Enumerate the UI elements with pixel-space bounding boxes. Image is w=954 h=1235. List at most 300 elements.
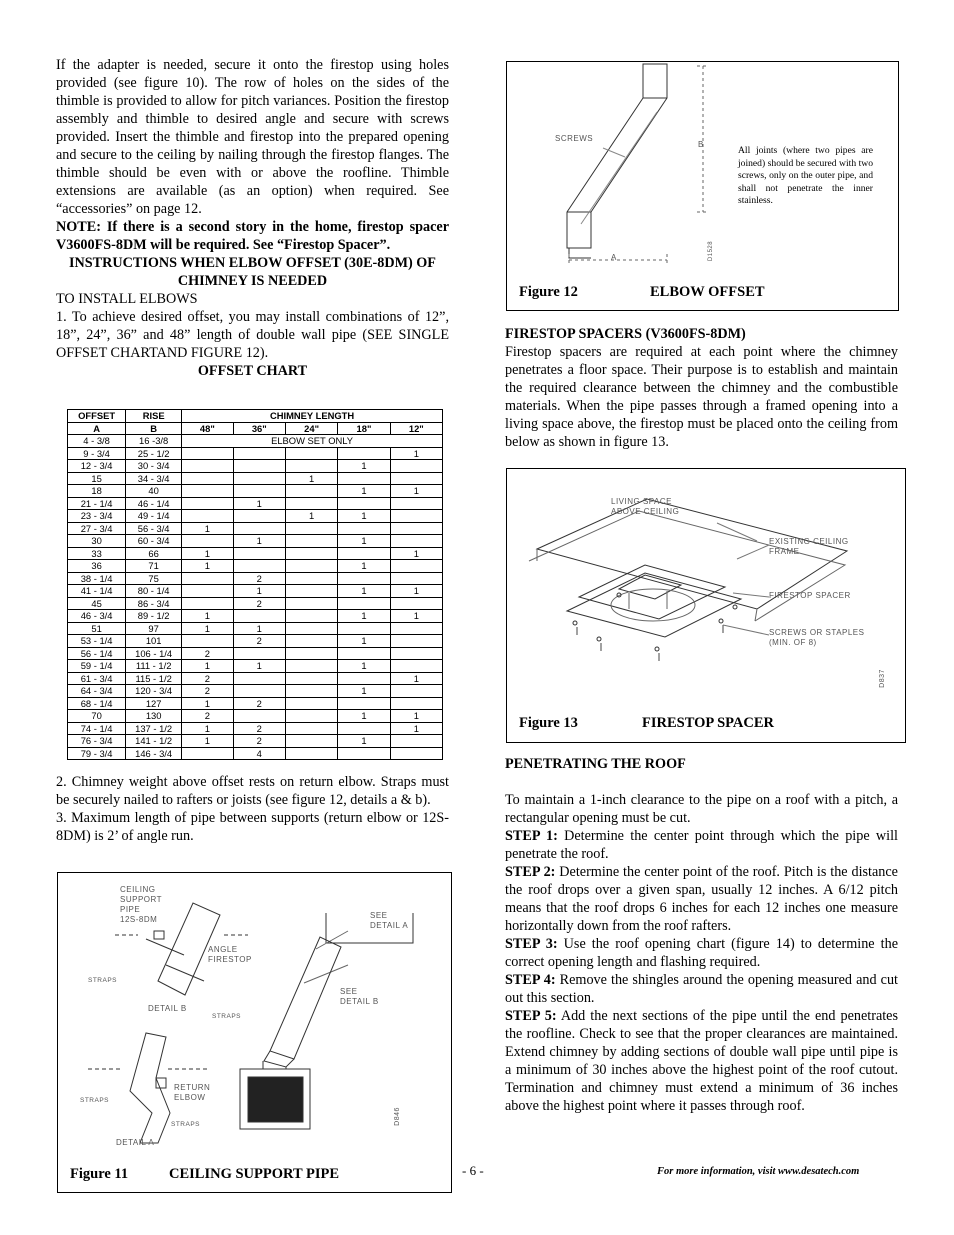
- chart-cell-count: 1: [390, 585, 442, 598]
- label-firestop: FIRESTOP: [208, 955, 252, 964]
- see-detail-a-label: [370, 911, 408, 931]
- chart-row: [68, 547, 443, 560]
- chart-row: [68, 722, 443, 735]
- chart-cell-offset: 79 - 3/4: [68, 747, 126, 760]
- step-2-text: Determine the center point of the roof. Pitch is the distance the roof drops over a given span, usually 12 inches. A 6/12 pitch means that the roof drops 6 inches for each 12 inches one measure horizontally down from the roof rafters.: [505, 864, 898, 934]
- chart-cell-count: [338, 522, 390, 535]
- chart-row: [68, 660, 443, 673]
- chart-row: [68, 572, 443, 585]
- chart-cell-count: 1: [233, 535, 285, 548]
- figure-12-number: Figure 12: [519, 284, 578, 300]
- roof-step-4: [505, 971, 898, 1007]
- chart-cell-count: [233, 447, 285, 460]
- chart-cell-count: [338, 747, 390, 760]
- chart-row: [68, 610, 443, 623]
- firestop-spacers-heading: FIRESTOP SPACERS (V3600FS-8DM): [505, 326, 746, 342]
- chart-cell-offset: 30: [68, 535, 126, 548]
- chart-cell-count: [285, 585, 337, 598]
- chart-cell-count: [338, 572, 390, 585]
- label-part-number: 12S-8DM: [120, 915, 158, 924]
- label-detail-a-ref: DETAIL A: [370, 921, 409, 930]
- chart-cell-rise: 30 - 3/4: [126, 460, 182, 473]
- label-screws-or-staples: SCREWS OR STAPLES: [769, 628, 865, 637]
- install-elbows-subhead: TO INSTALL ELBOWS: [56, 291, 198, 307]
- chart-cell-count: [338, 547, 390, 560]
- chart-cell-count: 2: [182, 685, 233, 698]
- return-elbow-label: [174, 1083, 210, 1103]
- chart-cell-count: 1: [182, 722, 233, 735]
- chart-cell-count: 2: [233, 572, 285, 585]
- label-angle: ANGLE: [208, 945, 238, 954]
- chart-cell-count: 1: [338, 685, 390, 698]
- chart-cell-count: [182, 497, 233, 510]
- chart-cell-rise: 115 - 1/2: [126, 672, 182, 685]
- offset-chart-table: [67, 409, 443, 760]
- label-dimension-b: B: [698, 140, 704, 149]
- roof-step-2: [505, 863, 898, 935]
- chart-cell-count: [233, 522, 285, 535]
- figure-12-box: [506, 61, 899, 311]
- chart-cell-count: [390, 597, 442, 610]
- chart-cell-offset: 41 - 1/4: [68, 585, 126, 598]
- chart-cell-count: 4: [233, 747, 285, 760]
- label-screws: SCREWS: [555, 134, 594, 143]
- label-detail-b: DETAIL B: [148, 1004, 187, 1013]
- chart-cell-count: [233, 685, 285, 698]
- chart-cell-count: 1: [182, 522, 233, 535]
- chart-cell-count: 2: [182, 710, 233, 723]
- chart-cell-rise: 40: [126, 485, 182, 498]
- chart-cell-count: [285, 547, 337, 560]
- chart-row: [68, 647, 443, 660]
- step-5-label: STEP 5:: [505, 1008, 557, 1024]
- chart-cell-count: [338, 672, 390, 685]
- firestop-spacers-paragraph: Firestop spacers are required at each point where the chimney penetrates a floor space. Their purpose is to establish and maintain the required clearance between the chimney and the combustible materials. When the pipe passes through a framed opening into a living space above, the firestop must be placed onto the ceiling from below as shown in figure 13.: [505, 344, 898, 450]
- chart-cell-rise: 146 - 3/4: [126, 747, 182, 760]
- label-detail-a: DETAIL A: [116, 1138, 155, 1147]
- chart-cell-count: [285, 572, 337, 585]
- chart-cell-rise: 106 - 1/4: [126, 647, 182, 660]
- chart-cell-count: 1: [390, 710, 442, 723]
- chart-row: [68, 710, 443, 723]
- chart-cell-count: [285, 710, 337, 723]
- chart-cell-count: 1: [233, 497, 285, 510]
- chart-cell-count: [285, 497, 337, 510]
- chart-cell-count: [285, 622, 337, 635]
- label-elbow: ELBOW: [174, 1093, 206, 1102]
- penetrating-roof-section: [505, 755, 898, 1115]
- figure-11-number: Figure 11: [70, 1166, 129, 1182]
- step-3-label: STEP 3:: [505, 936, 558, 952]
- figure-13-number: Figure 13: [519, 715, 578, 731]
- chart-cell-rise: 60 - 3/4: [126, 535, 182, 548]
- figure-12-code: D1528: [708, 240, 715, 262]
- chart-cell-count: 1: [182, 735, 233, 748]
- chart-cell-count: 1: [233, 622, 285, 635]
- chart-row: [68, 472, 443, 485]
- chart-row: [68, 522, 443, 535]
- chart-cell-rise: 46 - 1/4: [126, 497, 182, 510]
- chart-cell-count: 1: [285, 510, 337, 523]
- chart-cell-count: [182, 597, 233, 610]
- label-straps-4: STRAPS: [171, 1121, 201, 1128]
- chart-cell-rise: 97: [126, 622, 182, 635]
- chart-cell-offset: 38 - 1/4: [68, 572, 126, 585]
- chart-cell-count: [233, 610, 285, 623]
- chart-row: [68, 510, 443, 523]
- label-straps-2: STRAPS: [212, 1013, 242, 1020]
- chart-cell-offset: 45: [68, 597, 126, 610]
- chart-cell-count: 1: [390, 722, 442, 735]
- chart-cell-count: [285, 485, 337, 498]
- figure-11-code: D846: [393, 1107, 401, 1126]
- chart-cell-count: 1: [182, 547, 233, 560]
- chart-cell-count: [285, 735, 337, 748]
- chart-row: [68, 697, 443, 710]
- chart-cell-count: [182, 510, 233, 523]
- roof-step-5: [505, 1007, 898, 1115]
- chart-cell-elbow-set-only: ELBOW SET ONLY: [182, 435, 443, 448]
- chart-cell-count: [338, 472, 390, 485]
- chart-cell-count: [390, 510, 442, 523]
- chart-cell-rise: 89 - 1/2: [126, 610, 182, 623]
- elbow-offset-heading: INSTRUCTIONS WHEN ELBOW OFFSET (30E-8DM) OF CHIMNEY IS NEEDED: [69, 255, 436, 289]
- chart-cell-rise: 16 -3/8: [126, 435, 182, 448]
- chart-cell-count: [338, 697, 390, 710]
- chart-cell-count: [233, 485, 285, 498]
- chart-cell-count: [285, 647, 337, 660]
- chart-row: [68, 497, 443, 510]
- label-existing-ceiling: EXISTING CEILING: [769, 537, 849, 546]
- chart-cell-count: [285, 447, 337, 460]
- chart-cell-offset: 74 - 1/4: [68, 722, 126, 735]
- chart-header-row-2: [68, 422, 443, 435]
- label-frame: FRAME: [769, 547, 800, 556]
- step-4-label: STEP 4:: [505, 972, 556, 988]
- chart-cell-count: 2: [233, 597, 285, 610]
- chart-cell-count: [182, 472, 233, 485]
- chart-cell-offset: 23 - 3/4: [68, 510, 126, 523]
- chart-cell-count: [182, 447, 233, 460]
- chart-row: [68, 460, 443, 473]
- chart-header-chimney-length: CHIMNEY LENGTH: [182, 410, 443, 423]
- chart-cell-count: 1: [233, 660, 285, 673]
- chart-cell-offset: 76 - 3/4: [68, 735, 126, 748]
- chart-cell-count: 2: [233, 697, 285, 710]
- chart-cell-count: [285, 560, 337, 573]
- chart-cell-count: 1: [338, 610, 390, 623]
- angle-firestop-label: [208, 945, 252, 965]
- chart-cell-count: 1: [338, 585, 390, 598]
- chart-cell-count: [285, 660, 337, 673]
- chart-cell-rise: 111 - 1/2: [126, 660, 182, 673]
- chart-cell-rise: 49 - 1/4: [126, 510, 182, 523]
- chart-cell-offset: 59 - 1/4: [68, 660, 126, 673]
- chart-cell-count: 1: [390, 547, 442, 560]
- chart-cell-count: [338, 447, 390, 460]
- chart-cell-count: [285, 635, 337, 648]
- step-5-text: Add the next sections of the pipe until the end penetrates the roofline. Check to see that the proper clearances are maintained. Extend chimney by adding sections of double wall pipe until pipe is a minimum of 30 inches above the highest point of the roof cutout. Termination and chimney must extend a minimum of 36 inches above the highest point where it passes through roof.: [505, 1008, 899, 1114]
- chart-cell-rise: 25 - 1/2: [126, 447, 182, 460]
- chart-subheader-cell: 12": [390, 422, 442, 435]
- chart-cell-offset: 51: [68, 622, 126, 635]
- chart-cell-count: [338, 722, 390, 735]
- chart-cell-count: 1: [182, 560, 233, 573]
- chart-cell-count: [233, 460, 285, 473]
- chart-cell-rise: 137 - 1/2: [126, 722, 182, 735]
- chart-cell-count: [390, 685, 442, 698]
- chart-cell-count: 2: [182, 647, 233, 660]
- offset-chart-title: OFFSET CHART: [197, 363, 308, 379]
- figure-12-title: ELBOW OFFSET: [650, 284, 765, 300]
- chart-cell-offset: 53 - 1/4: [68, 635, 126, 648]
- chart-row: [68, 535, 443, 548]
- chart-cell-count: [182, 635, 233, 648]
- chart-cell-count: [285, 672, 337, 685]
- label-see-a: SEE: [370, 911, 388, 920]
- chart-cell-rise: 141 - 1/2: [126, 735, 182, 748]
- chart-subheader-cell: B: [126, 422, 182, 435]
- chart-cell-count: [390, 472, 442, 485]
- chart-cell-count: 1: [338, 535, 390, 548]
- roof-intro-paragraph: To maintain a 1-inch clearance to the pipe on a roof with a pitch, a rectangular opening must be cut.: [505, 792, 898, 826]
- chart-cell-offset: 46 - 3/4: [68, 610, 126, 623]
- chart-cell-count: [233, 547, 285, 560]
- chart-cell-count: [182, 585, 233, 598]
- chart-row: [68, 435, 443, 448]
- step-1-text: Determine the center point through which the pipe will penetrate the roof.: [505, 828, 898, 862]
- step-4-text: Remove the shingles around the opening measured and cut out this section.: [505, 972, 898, 1006]
- label-support: SUPPORT: [120, 895, 163, 904]
- chart-cell-offset: 64 - 3/4: [68, 685, 126, 698]
- chart-cell-count: 1: [182, 660, 233, 673]
- elbow-step-2: 2. Chimney weight above offset rests on return elbow. Straps must be securely nailed to rafters or joists (see figure 12, details a & b).: [56, 774, 449, 808]
- chart-row: [68, 560, 443, 573]
- chart-cell-count: [390, 622, 442, 635]
- elbow-step-1: 1. To achieve desired offset, you may install combinations of 12”, 18”, 24”, 36” and 48” length of double wall pipe (SEE SINGLE OFFSET CHARTAND FIGURE 12).: [56, 309, 449, 361]
- chart-cell-count: [338, 597, 390, 610]
- chart-cell-count: 1: [338, 635, 390, 648]
- chart-cell-count: [285, 747, 337, 760]
- chart-cell-count: 1: [285, 472, 337, 485]
- chart-cell-count: [390, 522, 442, 535]
- chart-cell-count: 1: [182, 610, 233, 623]
- chart-cell-count: [390, 735, 442, 748]
- existing-frame-label: [769, 537, 849, 557]
- roof-step-1: [505, 827, 898, 863]
- figure-13-box: [506, 468, 906, 743]
- chart-row: [68, 635, 443, 648]
- chart-cell-offset: 9 - 3/4: [68, 447, 126, 460]
- chart-cell-count: [390, 747, 442, 760]
- chart-header-rise: RISE: [126, 410, 182, 423]
- chart-cell-offset: 4 - 3/8: [68, 435, 126, 448]
- chart-cell-count: [285, 685, 337, 698]
- left-column-lower: [56, 773, 449, 845]
- chart-cell-count: 1: [390, 610, 442, 623]
- chart-cell-count: [338, 647, 390, 660]
- chart-cell-offset: 27 - 3/4: [68, 522, 126, 535]
- chart-cell-rise: 120 - 3/4: [126, 685, 182, 698]
- step-1-label: STEP 1:: [505, 828, 558, 844]
- label-straps-3: STRAPS: [80, 1097, 110, 1104]
- roof-step-3: [505, 935, 898, 971]
- chart-cell-count: [390, 460, 442, 473]
- chart-cell-count: [285, 722, 337, 735]
- chart-cell-count: [338, 622, 390, 635]
- chart-subheader-cell: 18": [338, 422, 390, 435]
- chart-cell-count: 1: [338, 460, 390, 473]
- chart-cell-count: [285, 597, 337, 610]
- adapter-paragraph: If the adapter is needed, secure it onto the firestop using holes provided (see figure 10). The row of holes on the sides of the thimble is provided to allow for pitch variances. Position the firestop assembly and thimble to desired angle and secure with screws provided. Insert the thimble and firestop into the prepared opening and secure to the ceiling by nailing through the firestop flanges. The thimble should be even with or above the roofline. Thimble extensions are available (as an option) when required. See “accessories” on page 12.: [56, 57, 449, 217]
- chart-cell-offset: 56 - 1/4: [68, 647, 126, 660]
- step-3-text: Use the roof opening chart (figure 14) to determine the correct opening length and flashing required.: [505, 936, 898, 970]
- chart-cell-count: [390, 535, 442, 548]
- chart-row: [68, 585, 443, 598]
- chart-cell-offset: 15: [68, 472, 126, 485]
- chart-cell-offset: 21 - 1/4: [68, 497, 126, 510]
- see-detail-b-label: [340, 987, 379, 1007]
- chart-cell-count: 2: [233, 722, 285, 735]
- chart-cell-rise: 101: [126, 635, 182, 648]
- chart-subheader-cell: 36": [233, 422, 285, 435]
- firestop-spacers-section: [505, 325, 898, 451]
- label-return: RETURN: [174, 1083, 211, 1092]
- chart-cell-count: [233, 510, 285, 523]
- footer-website: For more information, visit www.desatech.com: [657, 1166, 860, 1177]
- chart-cell-rise: 127: [126, 697, 182, 710]
- chart-cell-count: [390, 497, 442, 510]
- step-2-label: STEP 2:: [505, 864, 556, 880]
- chart-cell-count: 1: [233, 585, 285, 598]
- chart-cell-rise: 71: [126, 560, 182, 573]
- chart-subheader-cell: 48": [182, 422, 233, 435]
- chart-cell-count: [390, 572, 442, 585]
- chart-cell-offset: 68 - 1/4: [68, 697, 126, 710]
- chart-cell-count: [390, 697, 442, 710]
- chart-cell-offset: 61 - 3/4: [68, 672, 126, 685]
- chart-cell-count: [233, 560, 285, 573]
- chart-cell-count: [285, 610, 337, 623]
- chart-cell-rise: 86 - 3/4: [126, 597, 182, 610]
- chart-row: [68, 597, 443, 610]
- chart-cell-offset: 12 - 3/4: [68, 460, 126, 473]
- chart-cell-count: 1: [390, 672, 442, 685]
- chart-cell-count: [233, 672, 285, 685]
- joints-note: All joints (where two pipes are joined) should be secured with two screws, only on the outer pipe, and shall not penetrate the inner stainless.: [738, 145, 873, 206]
- chart-cell-offset: 36: [68, 560, 126, 573]
- elbow-step-3: 3. Maximum length of pipe between supports (return elbow or 12S-8DM) is 2’ of angle run.: [56, 810, 449, 844]
- chart-cell-rise: 34 - 3/4: [126, 472, 182, 485]
- chart-cell-count: [285, 535, 337, 548]
- chart-cell-count: [182, 535, 233, 548]
- ceiling-support-label: [120, 885, 162, 925]
- chart-cell-count: 1: [338, 660, 390, 673]
- chart-cell-offset: 18: [68, 485, 126, 498]
- chart-cell-count: [182, 485, 233, 498]
- chart-cell-rise: 56 - 3/4: [126, 522, 182, 535]
- chart-cell-count: 1: [338, 560, 390, 573]
- chart-subheader-cell: 24": [285, 422, 337, 435]
- chart-cell-rise: 130: [126, 710, 182, 723]
- chart-cell-count: [233, 472, 285, 485]
- label-pipe: PIPE: [120, 905, 141, 914]
- chart-cell-count: [390, 635, 442, 648]
- label-see-b: SEE: [340, 987, 358, 996]
- chart-cell-count: [285, 460, 337, 473]
- chart-cell-count: 1: [338, 510, 390, 523]
- chart-cell-rise: 80 - 1/4: [126, 585, 182, 598]
- chart-row: [68, 747, 443, 760]
- chart-cell-rise: 75: [126, 572, 182, 585]
- chart-cell-count: [390, 660, 442, 673]
- chart-cell-offset: 70: [68, 710, 126, 723]
- figure-11-title: CEILING SUPPORT PIPE: [169, 1166, 340, 1182]
- label-straps-1: STRAPS: [88, 977, 118, 984]
- figure-13-title: FIRESTOP SPACER: [642, 715, 775, 731]
- chart-row: [68, 622, 443, 635]
- screws-staples-label: [769, 628, 864, 648]
- chart-cell-count: 1: [390, 485, 442, 498]
- chart-cell-count: [390, 647, 442, 660]
- chart-header-offset: OFFSET: [68, 410, 126, 423]
- chart-cell-count: 2: [182, 672, 233, 685]
- label-living-space: LIVING SPACE: [611, 497, 672, 506]
- chart-cell-count: 1: [182, 697, 233, 710]
- chart-subheader-cell: A: [68, 422, 126, 435]
- chart-cell-count: 2: [233, 735, 285, 748]
- label-min-of-8: (MIN. OF 8): [769, 638, 817, 647]
- chart-cell-count: [390, 560, 442, 573]
- chart-header-row-1: [68, 410, 443, 423]
- chart-cell-count: [182, 747, 233, 760]
- chart-cell-count: [182, 572, 233, 585]
- figure-13-code: D837: [878, 669, 886, 688]
- chart-cell-rise: 66: [126, 547, 182, 560]
- label-dimension-a: A: [611, 253, 617, 262]
- chart-row: [68, 735, 443, 748]
- left-column: [56, 56, 449, 380]
- label-firestop-spacer: FIRESTOP SPACER: [769, 591, 851, 600]
- chart-cell-count: 1: [182, 622, 233, 635]
- chart-cell-count: [338, 497, 390, 510]
- chart-cell-count: [182, 460, 233, 473]
- chart-row: [68, 672, 443, 685]
- chart-row: [68, 447, 443, 460]
- firestop-spacer-diagram: [507, 469, 905, 742]
- penetrating-roof-heading: PENETRATING THE ROOF: [505, 756, 686, 772]
- living-space-label: [611, 497, 679, 517]
- chart-cell-count: 2: [233, 635, 285, 648]
- chart-cell-count: [233, 710, 285, 723]
- page-number: - 6 -: [462, 1163, 484, 1178]
- chart-cell-offset: 33: [68, 547, 126, 560]
- label-ceiling: CEILING: [120, 885, 156, 894]
- label-above-ceiling: ABOVE CEILING: [611, 507, 680, 516]
- chart-cell-count: [285, 697, 337, 710]
- chart-row: [68, 485, 443, 498]
- second-story-note: NOTE: If there is a second story in the home, firestop spacer V3600FS-8DM will be required. See “Firestop Spacer”.: [56, 219, 449, 253]
- chart-cell-count: [285, 522, 337, 535]
- label-detail-b-ref: DETAIL B: [340, 997, 379, 1006]
- chart-cell-count: 1: [338, 485, 390, 498]
- chart-cell-count: 1: [390, 447, 442, 460]
- chart-cell-count: 1: [338, 710, 390, 723]
- chart-cell-count: 1: [338, 735, 390, 748]
- chart-row: [68, 685, 443, 698]
- chart-cell-count: [233, 647, 285, 660]
- figure-11-box: [57, 872, 452, 1193]
